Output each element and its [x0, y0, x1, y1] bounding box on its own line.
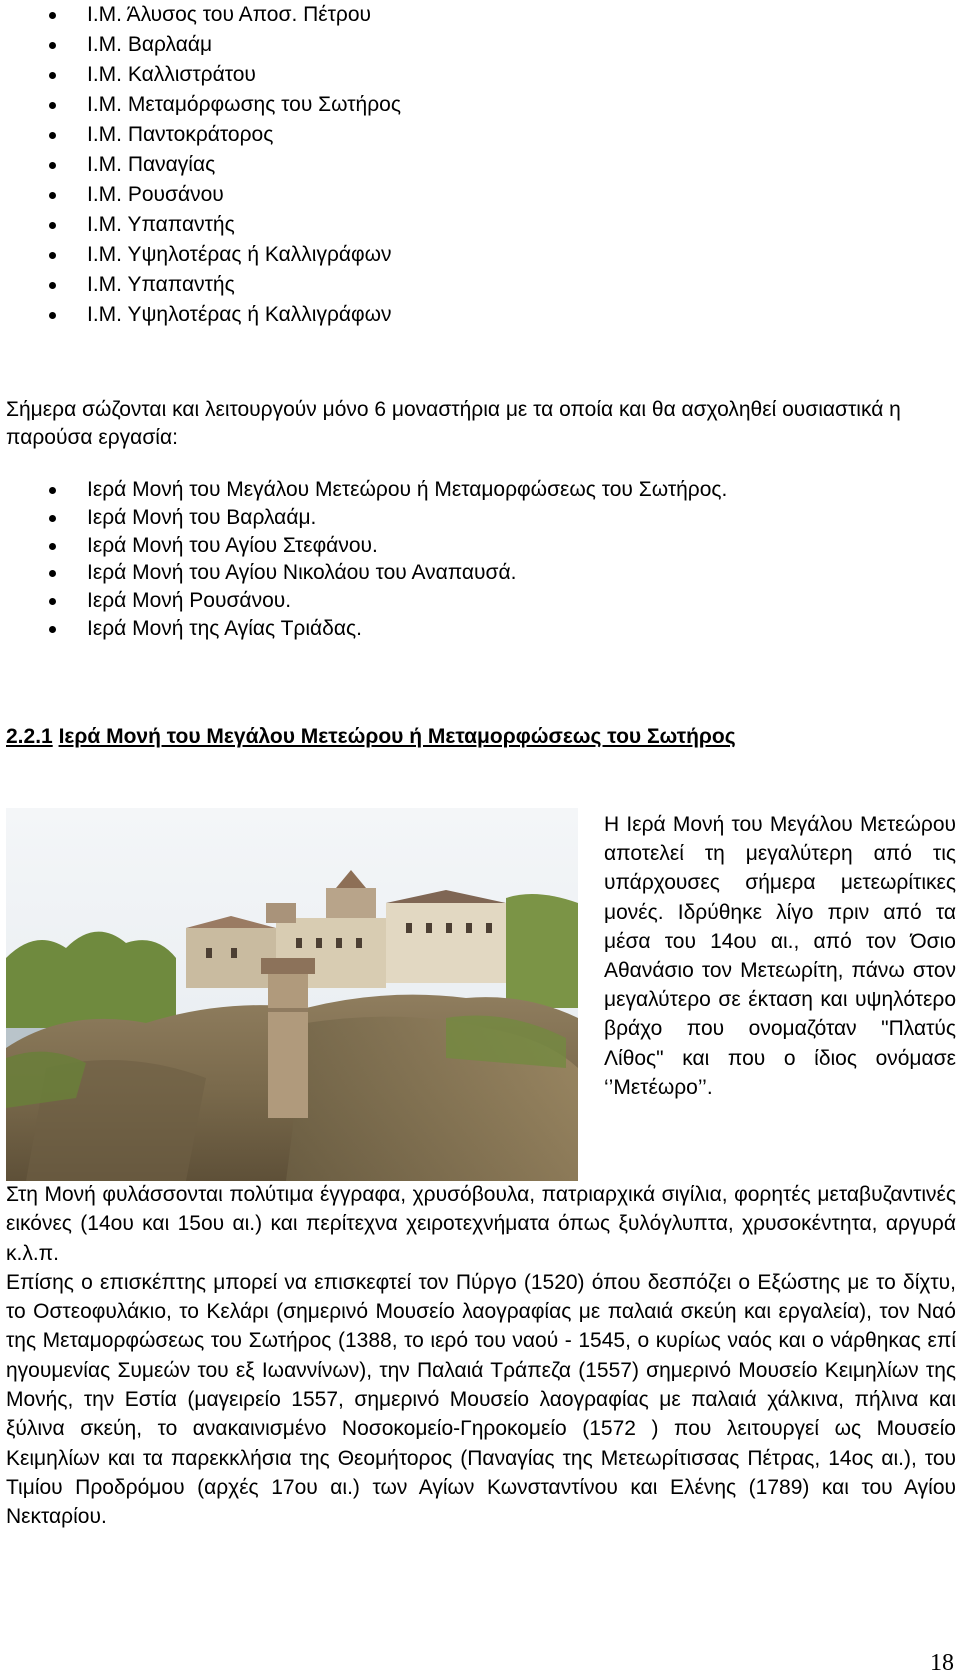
- bullet-dot-icon: [49, 626, 56, 633]
- page-number: 18: [930, 1650, 954, 1676]
- bullet-dot-icon: [49, 252, 56, 259]
- bullet-dot-icon: [49, 312, 56, 319]
- list-item-text: Ι.Μ. Ρουσάνου: [87, 183, 224, 206]
- bullet-dot-icon: [49, 192, 56, 199]
- list-item: [0, 150, 401, 180]
- bullet-dot-icon: [49, 487, 56, 494]
- list-item: [0, 120, 401, 150]
- bullet-dot-icon: [49, 598, 56, 605]
- list-item: [0, 476, 727, 504]
- list-item-text: Ι.Μ. Υπαπαντής: [87, 273, 235, 296]
- list-item-text: Ιερά Μονή του Βαρλαάμ.: [87, 505, 317, 529]
- list-item-text: Ι.Μ. Υπαπαντής: [87, 213, 235, 236]
- list-item-text: Ιερά Μονή της Αγίας Τριάδας.: [87, 616, 362, 640]
- list-item: [0, 532, 727, 560]
- list-item: [0, 180, 401, 210]
- list-item: [0, 587, 727, 615]
- list-item-text: Ιερά Μονή Ρουσάνου.: [87, 589, 292, 613]
- bullet-dot-icon: [49, 543, 56, 550]
- body-paragraph: Επίσης ο επισκέπτης μπορεί να επισκεφτεί τον Πύργο (1520) όπου δεσπόζει ο Εξώστης με το δίχτυ, το Οστεοφυλάκιο, το Κελάρι (σημερινό Μουσείο λαογραφίας με παλαιά σκεύη και εργαλεία), τον Ναό της Μεταμορφώσεως του Σωτήρος (1388, το ιερό του ναού - 1545, ο κυρίως ναός και ο νάρθηκας επί ηγουμενίας Συμεών του εξ Ιωαννίνων), την Παλαιά Τράπεζα (1557) σημερινό Μουσείο Κειμηλίων της Μονής, την Εστία (μαγειρείο 1557, σημερινό Μουσείο λαογραφίας με παλαιά χάλκινα, πήλινα και ξύλινα σκεύη, το ανακαινισμένο Νοσοκομείο-Γηροκομείο (1572 ) που λειτουργεί ως Μουσείο Κειμηλίων και τα παρεκκλήσια της Θεομήτορος (Παναγίας της Μετεωρίτισσας Πέτρας, 14ος αι.), του Τιμίου Προδρόμου (αρχές 17ου αι.) των Αγίων Κωνσταντίνου και Ελένης (1789) και του Αγίου Νεκταρίου.: [6, 1270, 956, 1529]
- list-item: [0, 300, 401, 330]
- list-item-text: Ι.Μ. Άλυσος του Αποσ. Πέτρου: [87, 3, 372, 26]
- bullet-dot-icon: [49, 72, 56, 79]
- list-item-text: Ι.Μ. Υψηλοτέρας ή Καλλιγράφων: [87, 303, 392, 326]
- section-number: 2.2.1: [6, 725, 53, 748]
- body-paragraph: Στη Μονή φυλάσσονται πολύτιμα έγγραφα, χρυσόβουλα, πατριαρχικά σιγίλια, φορητές μεταβυζαντινές εικόνες (14ου και 15ου αι.) και περίτεχνα χειροτεχνήματα όπως ξυλόγλυπτα, χρυσοκέντητα, αργυρά κ.λ.π.: [6, 1183, 956, 1265]
- bullet-dot-icon: [49, 102, 56, 109]
- list-item: [0, 0, 401, 30]
- list-item: [0, 559, 727, 587]
- list-item-text: Ι.Μ. Καλλιστράτου: [87, 63, 256, 86]
- list-item: [0, 30, 401, 60]
- intro-paragraph: Σήμερα σώζονται και λειτουργούν μόνο 6 μοναστήρια με τα οποία και θα ασχοληθεί ουσιαστικά η παρούσα εργασία:: [6, 398, 901, 449]
- section-title: Ιερά Μονή του Μεγάλου Μετεώρου ή Μεταμορφώσεως του Σωτήρος: [58, 725, 736, 748]
- bullet-dot-icon: [49, 132, 56, 139]
- bullet-dot-icon: [49, 515, 56, 522]
- list-item: [0, 90, 401, 120]
- list-item-text: Ιερά Μονή του Μεγάλου Μετεώρου ή Μεταμορφώσεως του Σωτήρος.: [87, 478, 728, 501]
- list-item: [0, 270, 401, 300]
- list-item-text: Ι.Μ. Παντοκράτορος: [87, 123, 274, 146]
- body-text: [6, 1180, 956, 1532]
- list-item-text: Ι.Μ. Βαρλαάμ: [87, 33, 213, 56]
- bullet-dot-icon: [49, 222, 56, 229]
- list-item-text: Ι.Μ. Υψηλοτέρας ή Καλλιγράφων: [87, 243, 392, 266]
- bullet-dot-icon: [49, 282, 56, 289]
- side-paragraph: Η Ιερά Μονή του Μεγάλου Μετεώρου αποτελεί τη μεγαλύτερη από τις υπάρχουσες σήμερα μετεωρίτικες μονές. Ιδρύθηκε λίγο πριν από τα μέσα του 14ου αι., από τον Όσιο Αθανάσιο τον Μετεωρίτη, πάνω στον μεγαλύτερο σε έκταση και υψηλότερο βράχο που ονομαζόταν "Πλατύς Λίθος" και που ο ίδιος ονόμασε ‘’Μετέωρο’’.: [604, 813, 956, 1099]
- list-item: [0, 504, 727, 532]
- list-item: [0, 210, 401, 240]
- list-item-text: Ιερά Μονή του Αγίου Στεφάνου.: [87, 533, 378, 557]
- monastery-photo: [6, 808, 578, 1181]
- bullet-dot-icon: [49, 162, 56, 169]
- list-item-text: Ιερά Μονή του Αγίου Νικολάου του Αναπαυσά.: [87, 561, 517, 585]
- bullet-dot-icon: [49, 12, 56, 19]
- active-monastery-list: [0, 476, 727, 643]
- list-item-text: Ι.Μ. Μεταμόρφωσης του Σωτήρος: [87, 93, 401, 116]
- monastery-list: [0, 0, 401, 330]
- section-heading: [6, 722, 736, 752]
- bullet-dot-icon: [49, 570, 56, 577]
- list-item: [0, 615, 727, 643]
- list-item: [0, 60, 401, 90]
- list-item-text: Ι.Μ. Παναγίας: [87, 153, 216, 176]
- bullet-dot-icon: [49, 42, 56, 49]
- list-item: [0, 240, 401, 270]
